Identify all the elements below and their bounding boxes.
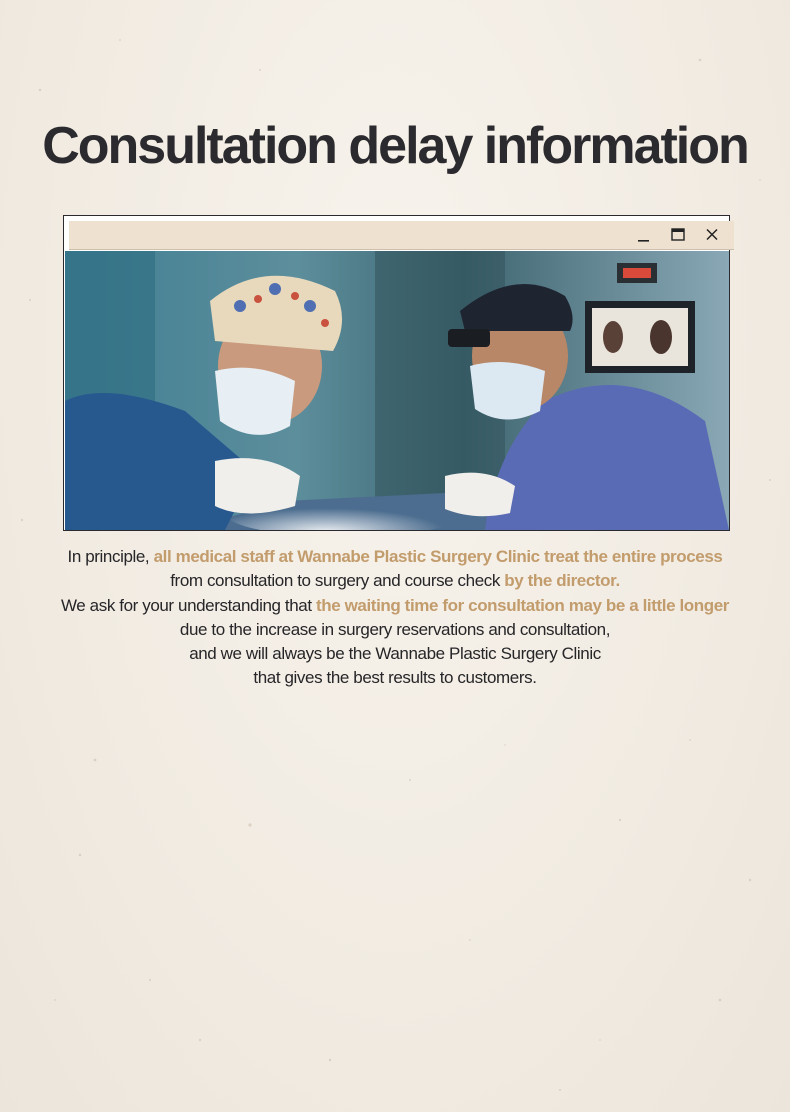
image-window [63, 215, 730, 531]
message-line-3: We ask for your understanding that the waiting time for consultation may be a little longer [60, 595, 730, 615]
minimize-icon[interactable] [635, 227, 653, 243]
message-line-1: In principle, all medical staff at Wannabe Plastic Surgery Clinic treat the entire process [67, 547, 723, 566]
window-titlebar [69, 221, 734, 249]
highlight-text: by the director. [504, 571, 620, 591]
maximize-icon[interactable] [669, 227, 687, 243]
highlight-text: all medical staff at Wannabe Plastic Surgery Clinic treat the entire process [153, 547, 723, 566]
message-line-2: from consultation to surgery and course check by the director. [170, 571, 620, 591]
delay-message [0, 545, 790, 691]
highlight-text: the waiting time for consultation may be a little longer [315, 595, 730, 615]
message-line-4: due to the increase in surgery reservations and consultation, [179, 619, 611, 639]
message-line-6: that gives the best results to customers. [253, 668, 537, 688]
close-icon[interactable] [703, 227, 721, 243]
page-title: Consultation delay information [42, 117, 748, 175]
surgeons-operating-photo [65, 251, 729, 530]
message-line-5: and we will always be the Wannabe Plastic Surgery Clinic [189, 644, 601, 664]
